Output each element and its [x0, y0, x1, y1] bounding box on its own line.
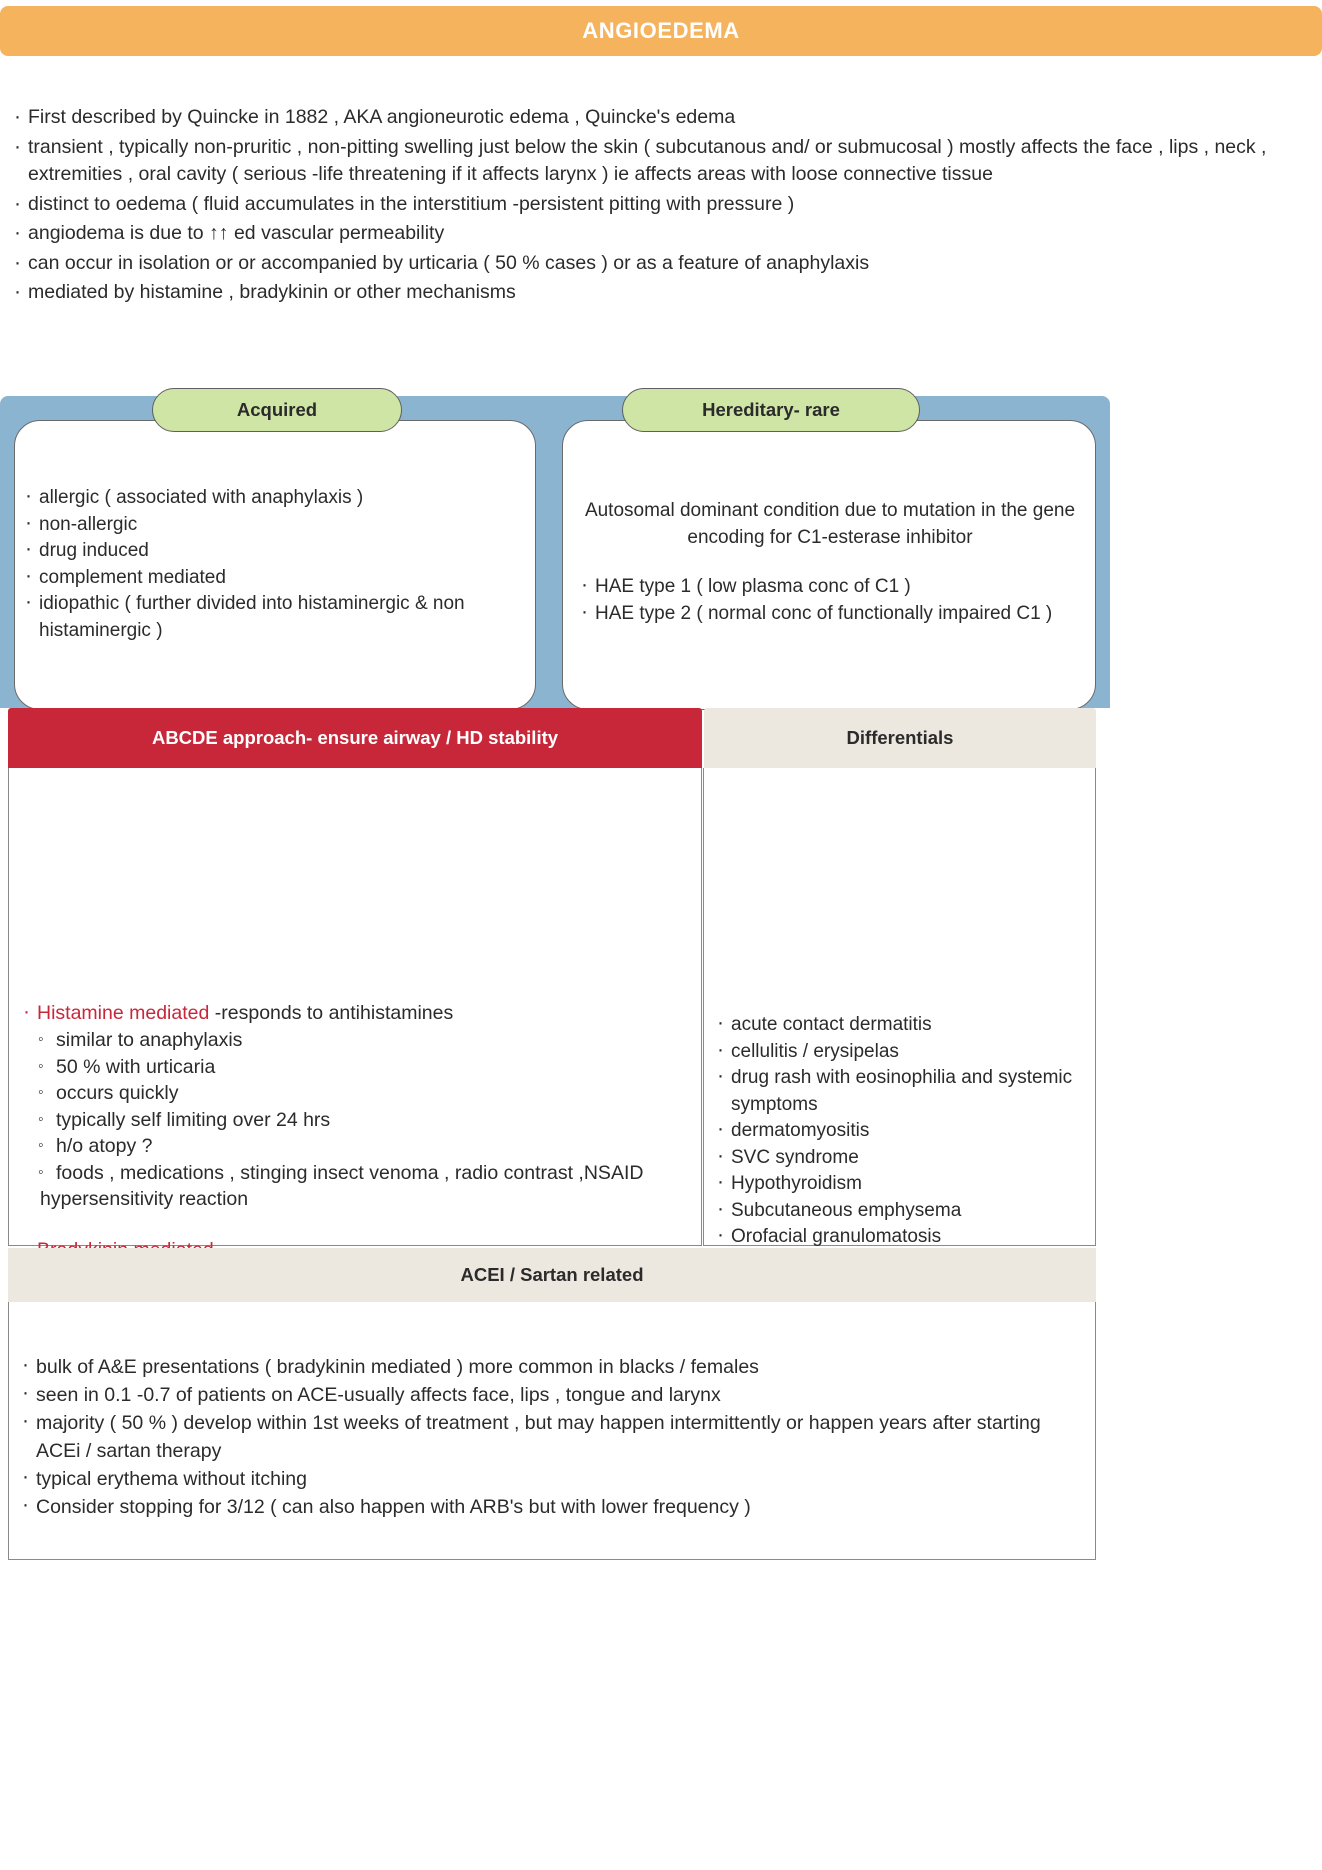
list-item: ◦ typically self limiting over 24 hrs	[22, 1107, 682, 1134]
abcde-section-header	[8, 708, 702, 768]
differentials-header-text: Differentials	[846, 727, 954, 748]
list-item: ◦ foods , medications , stinging insect venoma , radio contrast ,NSAID	[22, 1160, 682, 1187]
hereditary-card	[562, 420, 1096, 710]
hereditary-item-list	[580, 574, 1085, 627]
section-spacer	[22, 1213, 682, 1237]
acei-header-text: ACEI / Sartan related	[460, 1264, 644, 1285]
intro-bullet-list	[12, 104, 1312, 307]
list-item: · bulk of A&E presentations ( bradykinin mediated ) more common in blacks / females	[20, 1353, 1085, 1381]
list-item: · typical erythema without itching	[20, 1465, 1085, 1493]
histamine-sub-list	[22, 1027, 682, 1213]
list-item: · Orofacial granulomatosis	[716, 1224, 1088, 1251]
list-item: · drug induced	[24, 538, 524, 565]
acquired-pill-label	[152, 388, 402, 432]
list-item: · complement mediated	[24, 565, 524, 592]
histamine-mediated-label: Histamine mediated	[37, 1002, 210, 1024]
list-item: · mediated by histamine , bradykinin or other mechanisms	[12, 279, 1312, 307]
histamine-mediated-suffix: -responds to antihistamines	[209, 1002, 454, 1024]
list-item: · idiopathic ( further divided into histaminergic & non histaminergic )	[24, 591, 524, 644]
page-title: ANGIOEDEMA	[582, 18, 740, 43]
list-item: · SVC syndrome	[716, 1145, 1088, 1172]
list-item: · HAE type 1 ( low plasma conc of C1 )	[580, 574, 1085, 601]
list-item: · transient , typically non-pruritic , non-pitting swelling just below the skin ( subcutanous and/ or submucosal ) mostly affects the face , lips , neck , extremities , oral cavity ( serious -life threatening if it affects larynx ) ie affects areas with loose connective tissue	[12, 134, 1312, 189]
list-item: · drug rash with eosinophilia and systemic symptoms	[716, 1065, 1088, 1118]
list-item: ◦ occurs quickly	[22, 1080, 682, 1107]
list-item: ◦ similar to anaphylaxis	[22, 1027, 682, 1054]
list-item: · dermatomyositis	[716, 1118, 1088, 1145]
list-item: · majority ( 50 % ) develop within 1st weeks of treatment , but may happen intermittently or happen years after starting ACEi / sartan therapy	[20, 1409, 1085, 1465]
list-item: ◦ h/o atopy ?	[22, 1133, 682, 1160]
list-item: · non-allergic	[24, 512, 524, 539]
page-title-banner	[0, 6, 1322, 56]
acei-content	[20, 1353, 1085, 1521]
list-item: · angiodema is due to ↑↑ ed vascular permeability	[12, 220, 1312, 248]
acei-section-header	[8, 1248, 1096, 1302]
hereditary-pill-label	[622, 388, 920, 432]
list-item: · First described by Quincke in 1882 , AKA angioneurotic edema , Quincke's edema	[12, 104, 1312, 132]
acquired-pill-text: Acquired	[236, 399, 318, 420]
acei-list	[20, 1353, 1085, 1521]
list-item: · distinct to oedema ( fluid accumulates in the interstitium -persistent pitting with pressure )	[12, 191, 1312, 219]
histamine-mediated-heading	[22, 1000, 682, 1027]
list-item: · Subcutaneous emphysema	[716, 1198, 1088, 1225]
list-item: · allergic ( associated with anaphylaxis )	[24, 485, 524, 512]
list-item: · seen in 0.1 -0.7 of patients on ACE-usually affects face, lips , tongue and larynx	[20, 1381, 1085, 1409]
hereditary-intro-text: Autosomal dominant condition due to mutation in the gene encoding for C1-esterase inhibitor	[584, 500, 1076, 548]
abcde-header-text: ABCDE approach- ensure airway / HD stability	[151, 727, 559, 748]
intro-section	[12, 104, 1312, 309]
list-item-continuation: hypersensitivity reaction	[40, 1188, 249, 1210]
list-item: ◦ 50 % with urticaria	[22, 1054, 682, 1081]
differentials-section-header	[704, 708, 1096, 768]
hereditary-pill-text: Hereditary- rare	[702, 399, 840, 420]
list-item: · Hypothyroidism	[716, 1171, 1088, 1198]
list-item: · can occur in isolation or or accompanied by urticaria ( 50 % cases ) or as a feature of anaphylaxis	[12, 250, 1312, 278]
list-item: · HAE type 2 ( normal conc of functionally impaired C1 )	[580, 601, 1085, 628]
list-item: · cellulitis / erysipelas	[716, 1039, 1088, 1066]
acquired-item-list	[24, 485, 524, 644]
list-item: · acute contact dermatitis	[716, 1012, 1088, 1039]
list-item: · Consider stopping for 3/12 ( can also happen with ARB's but with lower frequency )	[20, 1493, 1085, 1521]
